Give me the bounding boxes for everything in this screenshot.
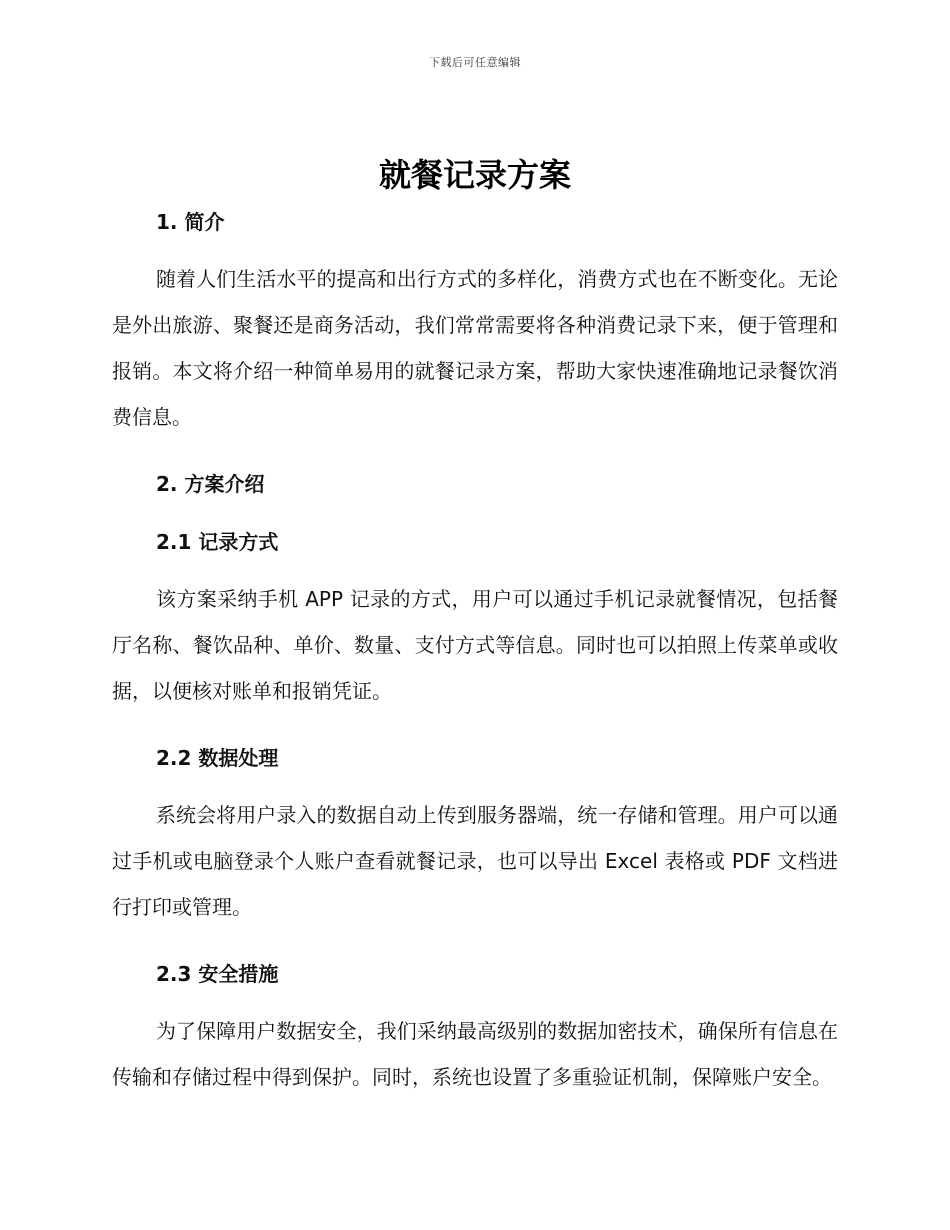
section-paragraph-security: 为了保障用户数据安全，我们采纳最高级别的数据加密技术，确保所有信息在传输和存储过程中得到保护。同时，系统也设置了多重验证机制，保障账户安全。 [112, 1019, 838, 1089]
section-paragraph-data-processing: 系统会将用户录入的数据自动上传到服务器端，统一存储和管理。用户可以通过手机或电脑登录个人账户查看就餐记录，也可以导出 Excel 表格或 PDF 文档进行打印或管理。 [112, 803, 838, 919]
document-title: 就餐记录方案 [378, 156, 571, 194]
section-heading-record-method: 2.1 记录方式 [156, 530, 279, 554]
page-header-note: 下载后可任意编辑 [429, 56, 521, 69]
section-heading-intro: 1. 简介 [156, 210, 225, 234]
section-paragraph-intro: 随着人们生活水平的提高和出行方式的多样化，消费方式也在不断变化。无论是外出旅游、聚餐还是商务活动，我们常常需要将各种消费记录下来，便于管理和报销。本文将介绍一种简单易用的就餐记录方案，帮助大家快速准确地记录餐饮消费信息。 [112, 267, 838, 429]
section-heading-plan: 2. 方案介绍 [156, 472, 265, 496]
document-body [112, 200, 838, 1110]
section-paragraph-record-method: 该方案采纳手机 APP 记录的方式，用户可以通过手机记录就餐情况，包括餐厅名称、餐饮品种、单价、数量、支付方式等信息。同时也可以拍照上传菜单或收据，以便核对账单和报销凭证。 [112, 587, 838, 703]
section-heading-security: 2.3 安全措施 [156, 962, 279, 986]
section-heading-data-processing: 2.2 数据处理 [156, 746, 279, 770]
